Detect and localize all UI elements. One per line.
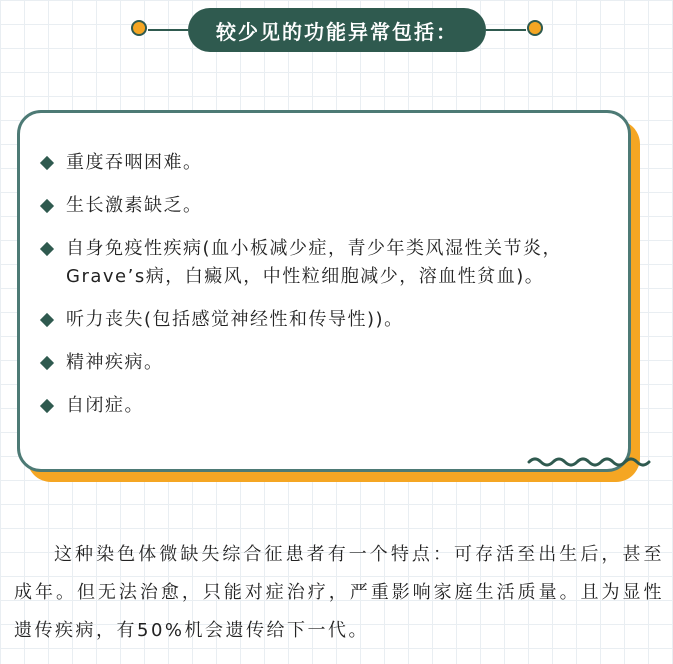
list-item xyxy=(40,149,620,177)
list-item-text: 听力丧失(包括感觉神经性和传导性))。 xyxy=(66,309,404,330)
diamond-bullet-icon xyxy=(40,199,54,213)
header-line-right xyxy=(486,29,526,31)
list-item-text: 精神疾病。 xyxy=(66,352,164,373)
list-item-text: 自闭症。 xyxy=(66,395,144,416)
list-item xyxy=(40,392,620,420)
list-item-text: 生长激素缺乏。 xyxy=(66,195,203,216)
wave-decoration-icon xyxy=(527,455,655,469)
section-title: 较少见的功能异常包括： xyxy=(188,8,486,52)
diamond-bullet-icon xyxy=(40,156,54,170)
list-item xyxy=(40,235,620,291)
list-item-text: 自身免疫性疾病(血小板减少症，青少年类风湿性关节炎，Grave’s病，白癜风，中性粒细胞减少，溶血性贫血)。 xyxy=(66,238,563,287)
list-item xyxy=(40,349,620,377)
header-line-left xyxy=(148,29,188,31)
diamond-bullet-icon xyxy=(40,313,54,327)
list-item xyxy=(40,192,620,220)
list-card xyxy=(17,110,631,472)
section-header xyxy=(0,8,673,52)
list-item-text: 重度吞咽困难。 xyxy=(66,152,203,173)
header-dot-right xyxy=(527,20,543,36)
diamond-bullet-icon xyxy=(40,399,54,413)
header-dot-left xyxy=(131,20,147,36)
list-item xyxy=(40,306,620,334)
summary-paragraph: 这种染色体微缺失综合征患者有一个特点：可存活至出生后，甚至成年。但无法治愈，只能对症治疗，严重影响家庭生活质量。且为显性遗传疾病，有50%机会遗传给下一代。 xyxy=(14,544,664,641)
abnormality-list xyxy=(40,149,620,435)
diamond-bullet-icon xyxy=(40,356,54,370)
diamond-bullet-icon xyxy=(40,242,54,256)
